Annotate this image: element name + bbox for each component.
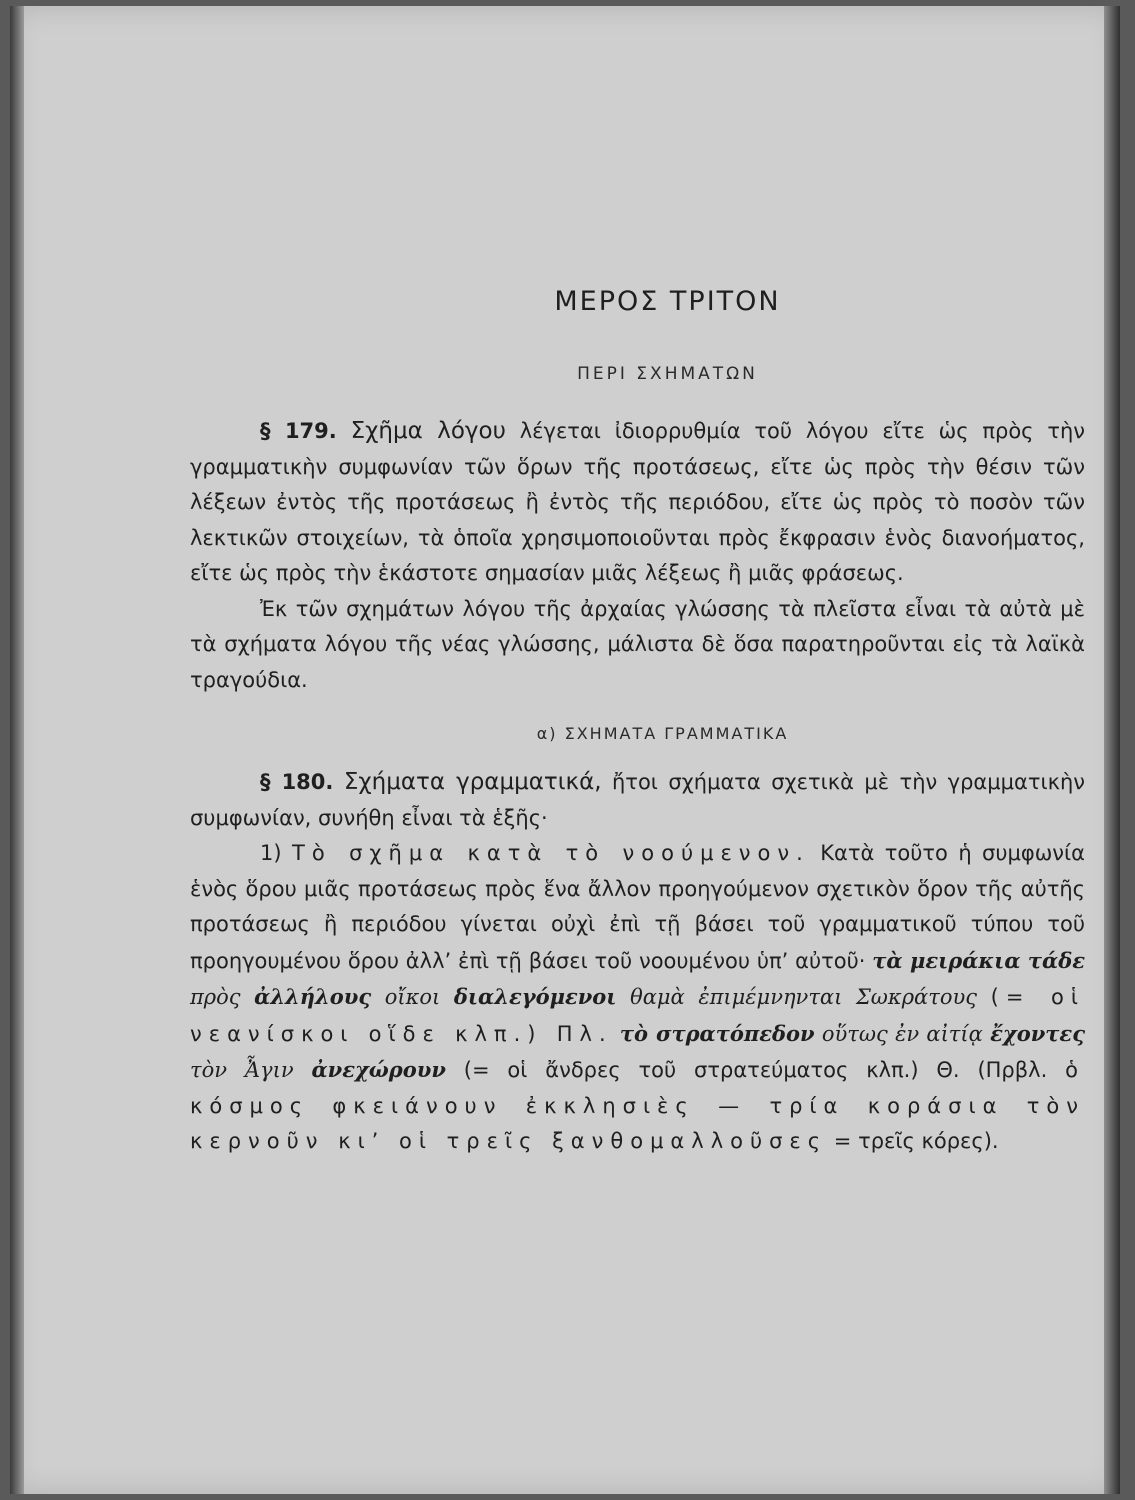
paragraph-179b-text: Ἐκ τῶν σχημάτων λόγου τῆς ἀρχαίας γλώσσης τὰ πλεῖστα εἶναι τὰ αὐτὰ μὲ τὰ σχήματα λόγου τῆς νέας γλώσσης, μάλιστα δὲ ὅσα παρατηροῦνται εἰς τὰ λαϊκὰ τραγούδια.	[190, 596, 1085, 692]
spaced-term: Τὸ σχῆμα κατὰ τὸ νοούμενον.	[292, 841, 810, 865]
subheading-grammatical: α) ΣΧΗΜΑΤΑ ΓΡΑΜΜΑΤΙΚΑ	[536, 724, 789, 743]
paragraph-179	[190, 414, 1085, 592]
section-number-179: § 179.	[260, 419, 337, 443]
item-text-d: ὁ κόσμος φκειάνουν ἐκκλησιὲς — τρία κοράσια τὸν κερνοῦν κι’ οἱ τρεῖς ξανθομαλλοῦσες	[190, 1058, 1085, 1153]
quote-5: διαλεγόμενοι	[453, 984, 617, 1009]
paragraph-180-text: ἤτοι σχήματα σχετικὰ μὲ τὴν γραμματικὴν συμφωνίαν, συνήθη εἶναι τὰ ἑξῆς·	[190, 770, 1085, 830]
paragraph-180	[190, 765, 1085, 836]
page-left-edge	[10, 6, 24, 1494]
part-title: ΜΕΡΟΣ ΤΡΙΤΟΝ	[554, 286, 781, 317]
quote-8: οὕτως ἐν αἰτίᾳ	[821, 1021, 983, 1046]
item-text-b: (= οἱ νεανίσκοι οἵδε κλπ.) Πλ.	[190, 985, 1085, 1046]
paragraph-180-1	[190, 836, 1085, 1160]
quote-11: ἀνεχώρουν	[311, 1057, 446, 1082]
item-number: 1)	[260, 841, 282, 865]
quote-7: τὸ στρατόπεδον	[619, 1020, 815, 1046]
item-text-c: (= οἱ ἄνδρες τοῦ στρατεύματος κλπ.) Θ. (Πρβλ.	[463, 1058, 1048, 1082]
quote-9: ἔχοντες	[990, 1020, 1085, 1046]
quote-6: θαμὰ ἐπιμέμνηνται Σωκράτους	[630, 985, 978, 1009]
quote-4: οἴκοι	[384, 985, 441, 1009]
page-content	[190, 286, 1085, 1160]
paragraph-179-text: λέγεται ἰδιορρυθμία τοῦ λόγου εἴτε ὡς πρὸς τὴν γραμματικὴν συμφωνίαν τῶν ὅρων τῆς προτάσεως, εἴτε ὡς πρὸς τὴν θέσιν τῶν λέξεων ἐντὸς τῆς προτάσεως ἢ ἐντὸς τῆς περιόδου, εἴτε ὡς πρὸς τὸ ποσὸν τῶν λεκτικῶν στοιχείων, τὰ ὁποῖα χρησιμοποιοῦνται πρὸς ἔκφρασιν ἑνὸς διανοήματος, εἴτε ὡς πρὸς τὴν ἑκάστοτε σημασίαν μιᾶς λέξεως ἢ μιᾶς φράσεως.	[190, 419, 1086, 585]
page-right-edge	[1104, 6, 1120, 1494]
term-179: Σχῆμα λόγου	[350, 418, 506, 444]
item-text-a: Κατὰ τοῦτο ἡ συμφωνία ἑνὸς ὅρου μιᾶς προτάσεως πρὸς ἕνα ἄλλον προηγούμενον σχετικὸν ὅρον τῆς αὐτῆς προτάσεως ἢ περιόδου γίνεται οὐχὶ ἐπὶ τῇ βάσει τοῦ γραμματικοῦ τύπου τοῦ προηγουμένου ὅρου ἀλλ’ ἐπὶ τῇ βάσει τοῦ νοουμένου ὑπ’ αὐτοῦ·	[190, 841, 1085, 973]
section-number-180: § 180.	[260, 770, 334, 794]
item-text-e: = τρεῖς κόρες).	[833, 1129, 999, 1153]
section-title: ΠΕΡΙ ΣΧΗΜΑΤΩΝ	[577, 364, 758, 384]
quote-2: πρὸς	[190, 985, 241, 1009]
term-180: Σχήματα γραμματικά,	[343, 769, 602, 795]
quote-10: τὸν Ἆγιν	[190, 1058, 294, 1082]
quote-1: τὰ μειράκια τάδε	[872, 947, 1085, 973]
quote-3: ἀλλήλους	[254, 984, 372, 1009]
book-page	[10, 6, 1120, 1494]
paragraph-179b	[190, 592, 1085, 699]
